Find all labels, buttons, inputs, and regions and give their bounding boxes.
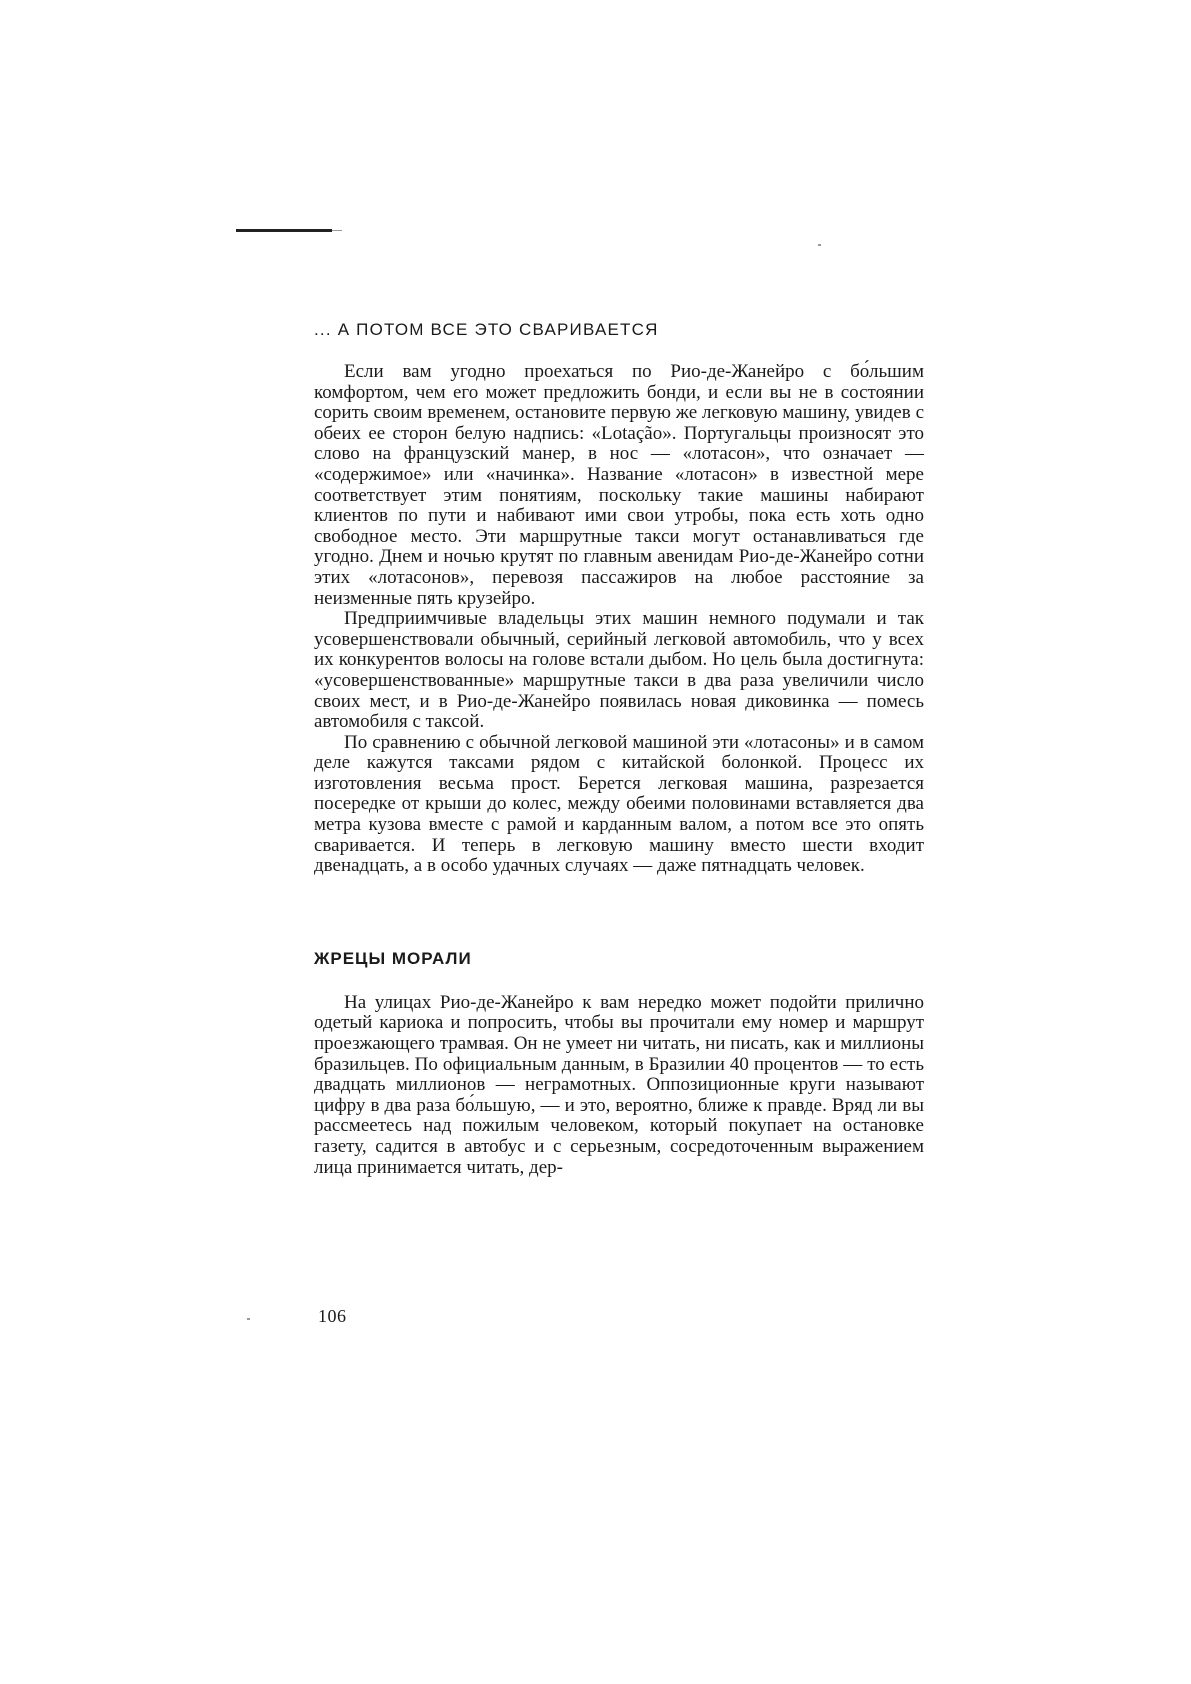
paragraph: Предприимчивые владельцы этих машин немного подумали и так усовершенствовали обычный, серийный легковой автомобиль, что у всех их конкурентов волосы на голове встали дыбом. Но цель была достигнута: «усовершенствованные» маршрутные такси в два раза увеличили число своих мест, и в Рио-де-Жанейро появилась новая диковинка — помесь автомобиля с таксой. [314,608,924,733]
page-number: 106 [318,1306,347,1326]
decorative-rule [236,229,332,232]
scan-speck [247,1318,250,1320]
section-title: ЖРЕЦЫ МОРАЛИ [314,948,472,968]
paragraph: По сравнению с обычной легковой машиной эти «лотасоны» и в самом деле кажутся таксами рядом с китайской болонкой. Процесс их изготовления весьма прост. Берется легковая машина, разрезается посередке от крыши до колес, между обеими половинами вставляется два метра кузова вместе с рамой и карданным валом, а потом все это опять сваривается. И теперь в легковую машину вместо шести входит двенадцать, а в особо удачных случаях — даже пятнадцать человек. [314,731,924,877]
paragraph: Если вам угодно проехаться по Рио-де-Жанейро с бо́льшим комфортом, чем его может предложить бонди, и если вы не в состоянии сорить своим временем, остановите первую же легковую машину, увидев с обеих ее сторон белую надпись: «Lotação». Португальцы произносят это слово на французский манер, в нос — «лотасон», что означает — «содержимое» или «начинка». Название «лотасон» в известной мере соответствует этим понятиям, поскольку такие машины набирают клиентов по пути и набивают ими свои утробы, пока есть хоть одно свободное место. Эти маршрутные такси могут останавливаться где угодно. Днем и ночью крутят по главным авенидам Рио-де-Жанейро сотни этих «лотасонов», перевозя пассажиров на любое расстояние за неизменные пять крузейро. [314,361,924,609]
page-content [314,320,924,1178]
section-title: ... А ПОТОМ ВСЕ ЭТО СВАРИВАЕТСЯ [314,320,659,339]
paragraph: На улицах Рио-де-Жанейро к вам нередко может подойти прилично одетый кариока и попросить, чтобы вы прочитали ему номер и маршрут проезжающего трамвая. Он не умеет ни читать, ни писать, как и миллионы бразильцев. По официальным данным, в Бразилии 40 процентов — то есть двадцать миллионов — неграмотных. Оппозиционные круги называют цифру в два раза бо́льшую, — и это, вероятно, ближе к правде. Вряд ли вы рассмеетесь над пожилым человеком, который покупает на остановке газету, садится в автобус и с серьезным, сосредоточенным выражением лица принимается читать, дер- [314,991,924,1178]
scan-speck [818,244,821,246]
